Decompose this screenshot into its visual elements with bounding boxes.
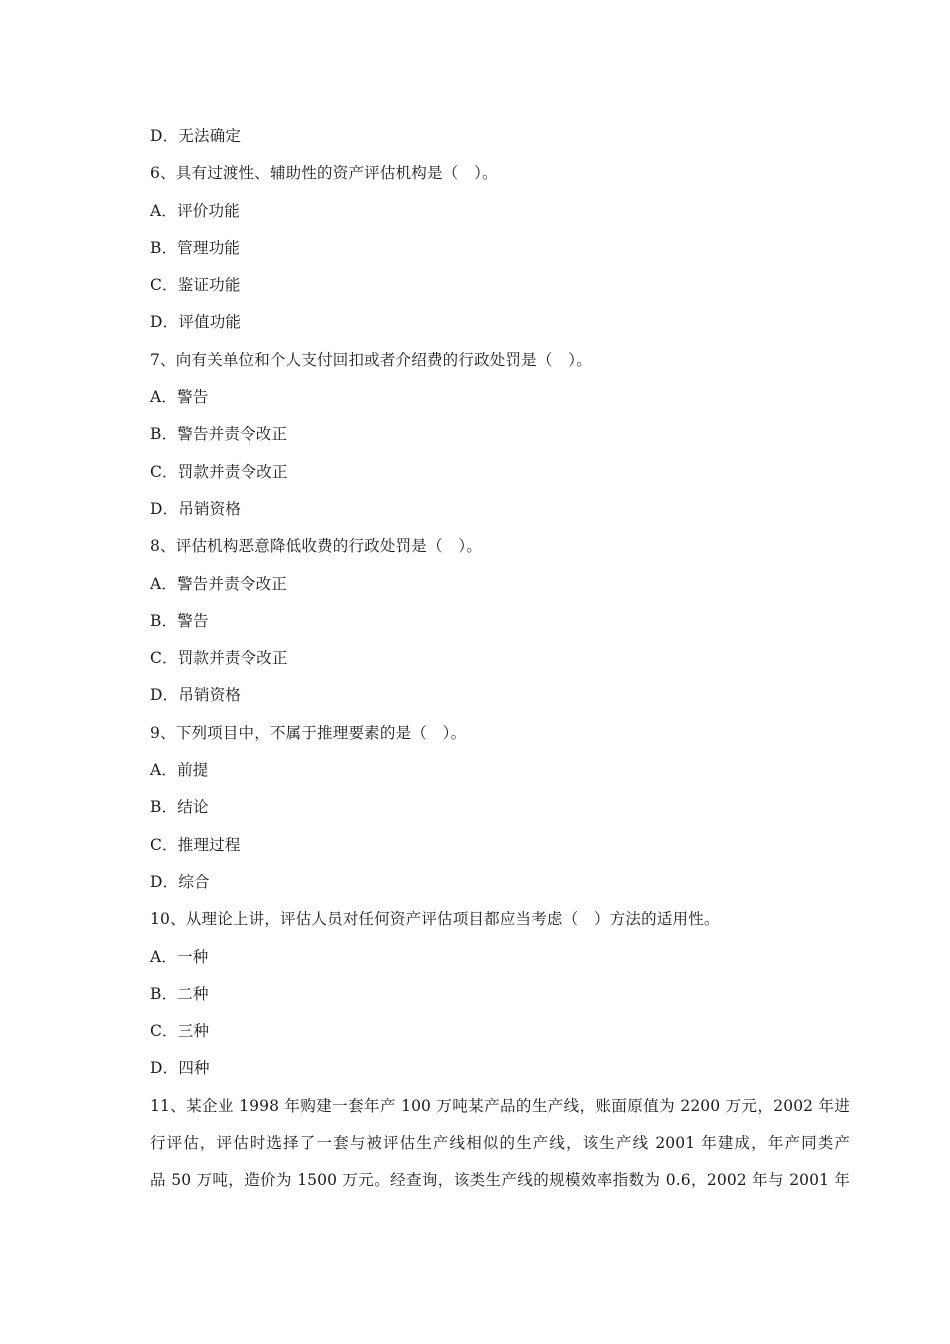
option-5d: D．无法确定 (150, 127, 242, 145)
option-9c: C．推理过程 (150, 835, 241, 854)
question-6: 6、具有过渡性、辅助性的资产评估机构是（ ）。 (150, 164, 498, 183)
option-10c: C．三种 (150, 1022, 210, 1041)
option-7b: B．警告并责令改正 (150, 425, 288, 444)
option-7d: D．吊销资格 (150, 499, 242, 518)
option-6a: A．评价功能 (150, 201, 240, 220)
option-8a: A．警告并责令改正 (150, 574, 287, 593)
option-7a: A．警告 (150, 388, 209, 407)
question-11-line-3: 品 50 万吨，造价为 1500 万元。经查询，该类生产线的规模效率指数为 0.6，2002 年与 2001 年 (150, 1171, 850, 1190)
question-11-line-1: 11、某企业 1998 年购建一套年产 100 万吨某产品的生产线，账面原值为 2200 万元，2002 年进 (150, 1096, 850, 1115)
document-page (150, 118, 850, 1200)
option-8c: C．罚款并责令改正 (150, 649, 288, 668)
option-6b: B．管理功能 (150, 238, 241, 257)
question-11 (150, 1088, 850, 1200)
option-6d: D．评值功能 (150, 313, 242, 332)
option-10a: A．一种 (150, 947, 209, 966)
question-8: 8、评估机构恶意降低收费的行政处罚是（ ）。 (150, 537, 483, 556)
option-10b: B．二种 (150, 984, 209, 1003)
option-8b: B．警告 (150, 611, 209, 630)
question-10: 10、从理论上讲，评估人员对任何资产评估项目都应当考虑（ ）方法的适用性。 (150, 910, 720, 929)
option-10d: D．四种 (150, 1059, 210, 1078)
option-9d: D．综合 (150, 872, 210, 891)
question-9: 9、下列项目中，不属于推理要素的是（ ）。 (150, 723, 467, 742)
question-11-line-2: 行评估，评估时选择了一套与被评估生产线相似的生产线，该生产线 2001 年建成，年产同类产 (150, 1134, 850, 1153)
option-7c: C．罚款并责令改正 (150, 462, 288, 481)
option-9a: A．前提 (150, 761, 209, 780)
option-8d: D．吊销资格 (150, 686, 242, 705)
option-9b: B．结论 (150, 798, 209, 817)
question-7: 7、向有关单位和个人支付回扣或者介绍费的行政处罚是（ ）。 (150, 350, 592, 369)
option-6c: C．鉴证功能 (150, 276, 241, 295)
